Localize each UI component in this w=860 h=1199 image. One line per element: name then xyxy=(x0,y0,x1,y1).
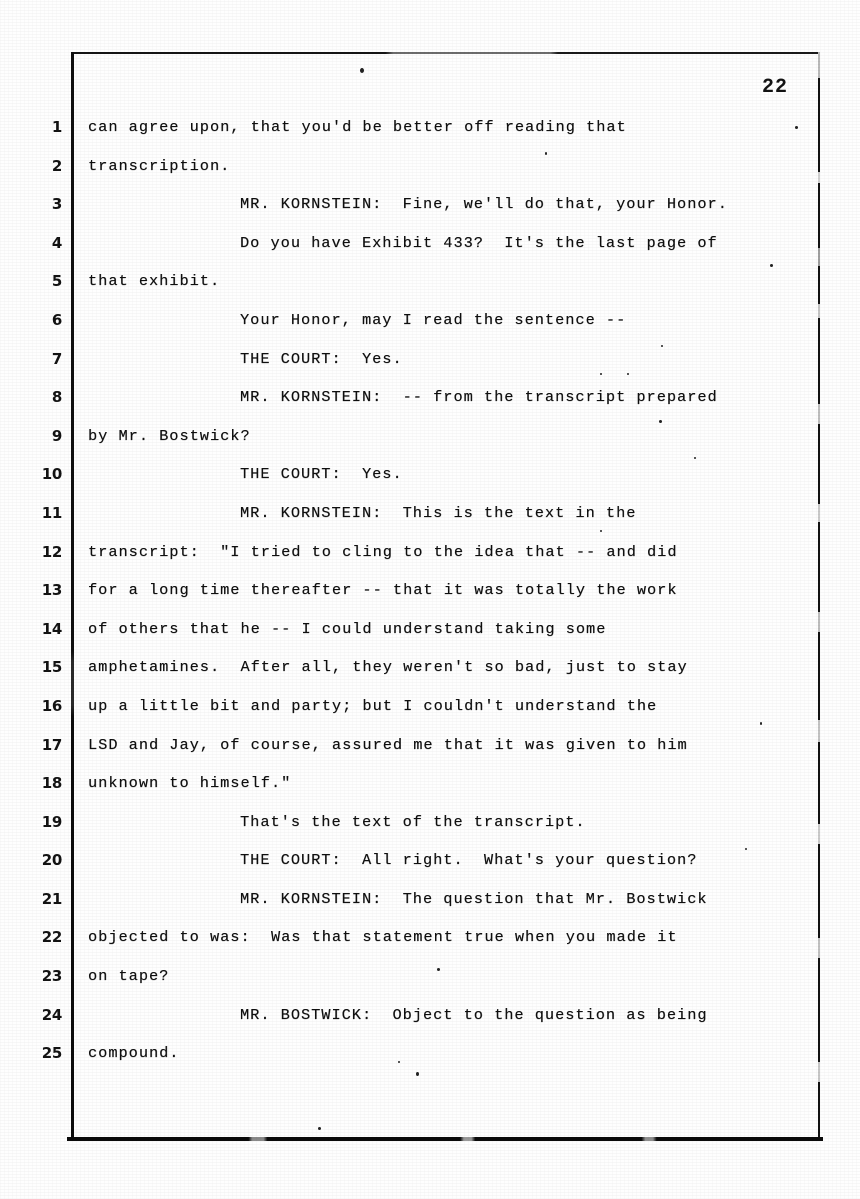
line-number: 1 xyxy=(51,118,62,136)
line-number: 5 xyxy=(51,272,62,291)
transcript-line: compound. xyxy=(88,1044,180,1063)
transcript-line: That's the text of the transcript. xyxy=(240,812,586,831)
transcript-line: for a long time thereafter -- that it was totally the work xyxy=(88,581,678,600)
line-number: 22 xyxy=(41,928,62,947)
page-number: 22 xyxy=(761,76,788,99)
transcript-line: that exhibit. xyxy=(88,272,221,291)
line-number: 25 xyxy=(41,1044,62,1063)
frame-left-rule xyxy=(71,52,74,1141)
line-number: 2 xyxy=(51,156,62,175)
transcript-line: MR. BOSTWICK: Object to the question as being xyxy=(240,1005,708,1024)
transcript-line: MR. KORNSTEIN: This is the text in the xyxy=(240,503,637,522)
line-number: 7 xyxy=(51,349,62,368)
frame-top-rule xyxy=(71,52,820,54)
line-number: 18 xyxy=(41,774,62,793)
transcript-line: THE COURT: All right. What's your question? xyxy=(240,851,698,870)
line-number: 3 xyxy=(51,195,62,214)
transcript-line: Your Honor, may I read the sentence -- xyxy=(240,310,627,329)
line-number: 4 xyxy=(51,233,62,252)
transcript-line: THE COURT: Yes. xyxy=(240,465,403,484)
transcript-line: MR. KORNSTEIN: The question that Mr. Bostwick xyxy=(240,889,708,908)
line-number: 13 xyxy=(41,581,62,600)
line-number: 23 xyxy=(41,967,62,986)
line-number: 17 xyxy=(41,735,62,754)
line-number-gutter xyxy=(22,108,62,1073)
line-number: 21 xyxy=(41,889,62,908)
line-number: 16 xyxy=(41,696,62,715)
line-number: 9 xyxy=(51,426,62,445)
line-number: 20 xyxy=(41,851,62,870)
transcript-line: Do you have Exhibit 433? It's the last page of xyxy=(240,233,718,252)
transcript-line: LSD and Jay, of course, assured me that it was given to him xyxy=(88,735,688,754)
line-number: 8 xyxy=(51,388,62,407)
transcript-line: of others that he -- I could understand taking some xyxy=(88,619,607,638)
transcript-line: THE COURT: Yes. xyxy=(240,349,403,368)
transcript-line: MR. KORNSTEIN: -- from the transcript prepared xyxy=(240,388,718,407)
line-number: 24 xyxy=(41,1005,62,1024)
line-number: 15 xyxy=(41,658,62,677)
transcript-line: on tape? xyxy=(88,967,170,986)
transcript-line: objected to was: Was that statement true when you made it xyxy=(88,928,678,947)
transcript-line: transcript: "I tried to cling to the idea that -- and did xyxy=(88,542,678,561)
transcript-line: can agree upon, that you'd be better off reading that xyxy=(88,118,627,136)
transcript-line: unknown to himself." xyxy=(88,774,292,793)
line-number: 12 xyxy=(41,542,62,561)
transcript-line: up a little bit and party; but I couldn't understand the xyxy=(88,696,658,715)
line-number: 10 xyxy=(41,465,62,484)
transcript-line: transcription. xyxy=(88,156,231,175)
line-number: 11 xyxy=(41,503,62,522)
transcript-line: amphetamines. After all, they weren't so bad, just to stay xyxy=(88,658,688,677)
line-number: 6 xyxy=(51,310,62,329)
transcript-line: by Mr. Bostwick? xyxy=(88,426,251,445)
transcript-text-body xyxy=(88,108,834,1073)
line-number: 14 xyxy=(41,619,62,638)
transcript-line: MR. KORNSTEIN: Fine, we'll do that, your Honor. xyxy=(240,195,728,214)
frame-bottom-rule xyxy=(67,1137,823,1141)
line-number: 19 xyxy=(41,812,62,831)
